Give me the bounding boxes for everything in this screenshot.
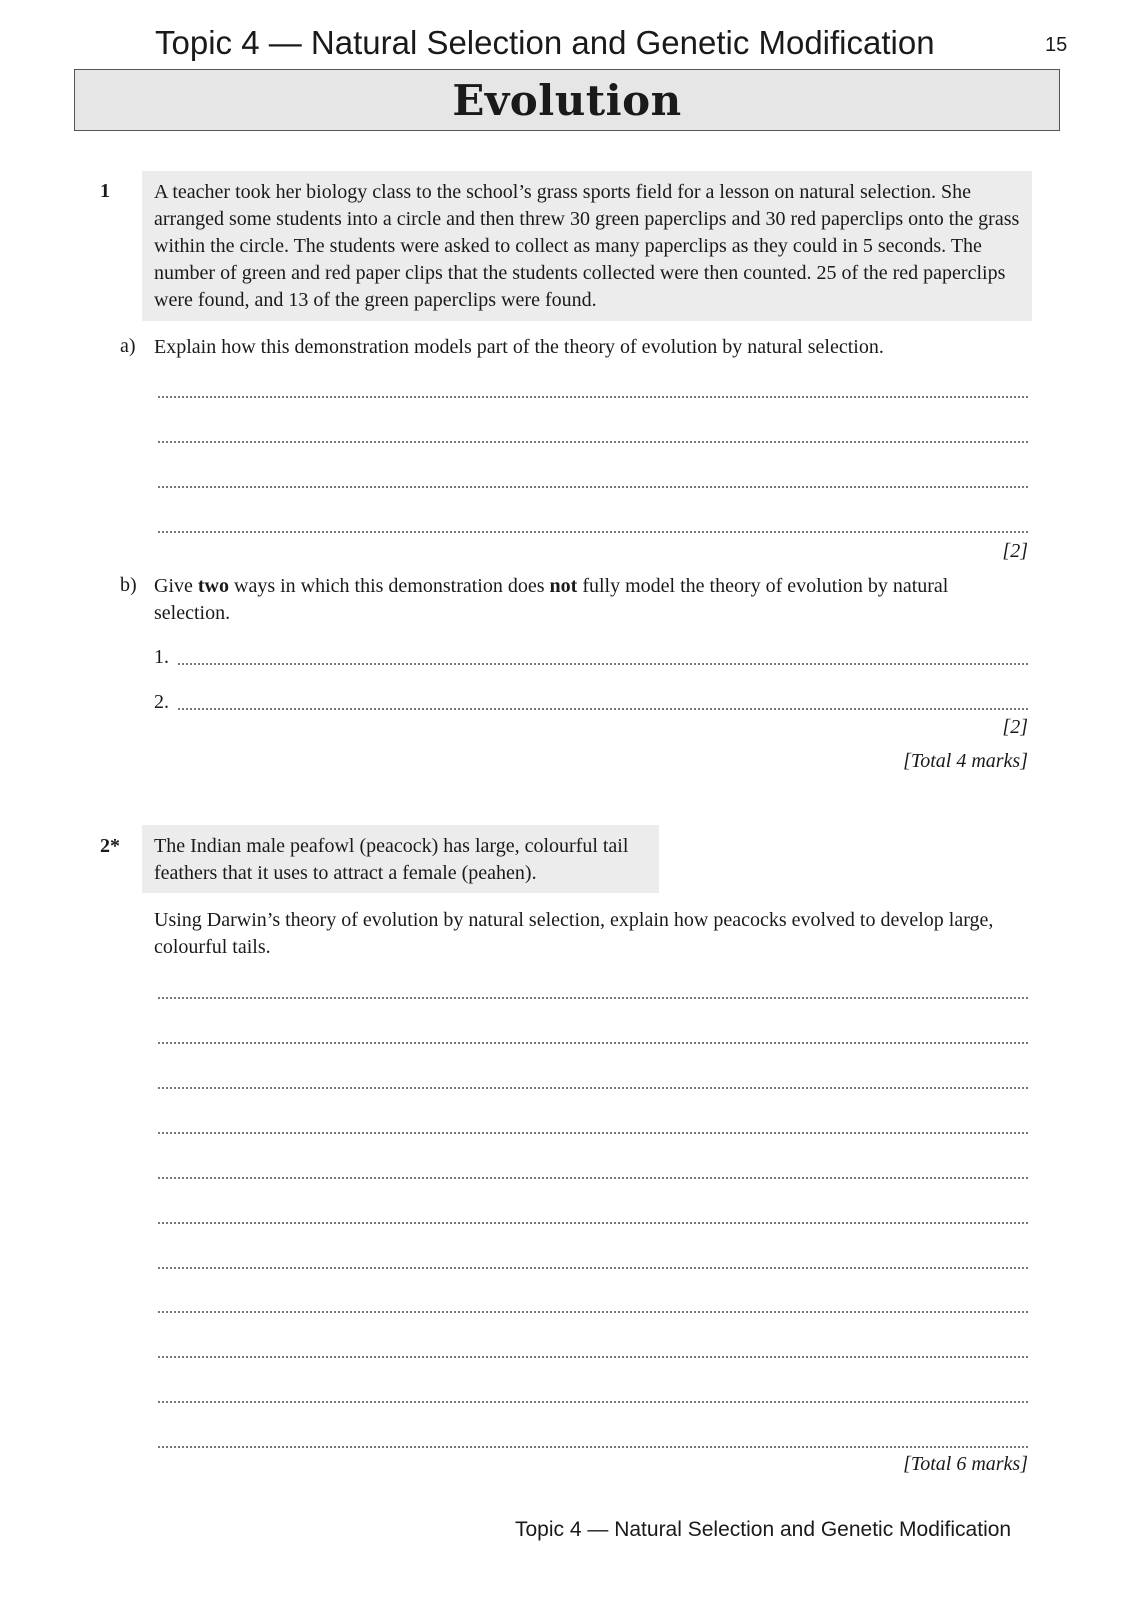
answer-line[interactable] — [158, 1087, 1028, 1089]
question-1b-emphasis-two: two — [197, 575, 229, 597]
question-2-context-box — [142, 825, 659, 893]
answer-line[interactable] — [158, 396, 1028, 398]
answer-line-2[interactable] — [178, 708, 1028, 710]
answer-2-label: 2. — [154, 691, 169, 713]
question-2-context: The Indian male peafowl (peacock) has large, colourful tail feathers that it uses to attract a female (peahen). — [154, 835, 629, 884]
answer-line[interactable] — [158, 1177, 1028, 1179]
answer-line[interactable] — [158, 1132, 1028, 1134]
answer-line[interactable] — [158, 1042, 1028, 1044]
question-1b-marks: [2] — [1002, 716, 1028, 738]
answer-line[interactable] — [158, 441, 1028, 443]
question-2-number: 2* — [100, 835, 120, 857]
question-1b-text-pre: Give — [154, 575, 198, 597]
question-1b-text-mid: ways in which this demonstration does — [229, 575, 550, 597]
answer-line[interactable] — [158, 531, 1028, 533]
question-1b-emphasis-not: not — [549, 575, 578, 597]
question-1-number: 1 — [100, 180, 110, 202]
question-1-context-box — [142, 171, 1032, 321]
question-1b-label: b) — [120, 574, 137, 596]
question-2-text: Using Darwin’s theory of evolution by natural selection, explain how peacocks evolved to develop large, colourful tails. — [154, 909, 994, 958]
section-title: Evolution — [452, 76, 682, 125]
answer-line[interactable] — [158, 1401, 1028, 1403]
question-1a-marks: [2] — [1002, 540, 1028, 562]
answer-line[interactable] — [158, 1267, 1028, 1269]
answer-line[interactable] — [158, 1446, 1028, 1448]
answer-line[interactable] — [158, 1311, 1028, 1313]
answer-1-label: 1. — [154, 646, 169, 668]
topic-header: Topic 4 — Natural Selection and Genetic Modification — [155, 24, 935, 61]
answer-line-1[interactable] — [178, 663, 1028, 665]
answer-line[interactable] — [158, 1356, 1028, 1358]
section-title-band — [74, 69, 1060, 131]
question-1-total-marks: [Total 4 marks] — [903, 750, 1028, 772]
answer-line[interactable] — [158, 997, 1028, 999]
footer-topic: Topic 4 — Natural Selection and Genetic Modification — [515, 1518, 1012, 1541]
answer-line[interactable] — [158, 486, 1028, 488]
question-1a-label: a) — [120, 335, 136, 357]
question-2-total-marks: [Total 6 marks] — [903, 1453, 1028, 1475]
question-1b-text-post: fully model the theory of evolution by natural selection. — [154, 575, 949, 624]
question-1a-text: Explain how this demonstration models part of the theory of evolution by natural selection. — [154, 336, 884, 358]
question-1b-text — [154, 573, 994, 627]
question-1-context: A teacher took her biology class to the school’s grass sports field for a lesson on natural selection. She arranged some students into a circle and then threw 30 green paperclips and 30 red paperclips onto the grass within the circle. The students were asked to collect as many paperclips as they could in 5 seconds. The number of green and red paper clips that the students collected were then counted. 25 of the red paperclips were found, and 13 of the green paperclips were found. — [154, 181, 1020, 311]
page-number: 15 — [1045, 34, 1068, 56]
answer-line[interactable] — [158, 1222, 1028, 1224]
